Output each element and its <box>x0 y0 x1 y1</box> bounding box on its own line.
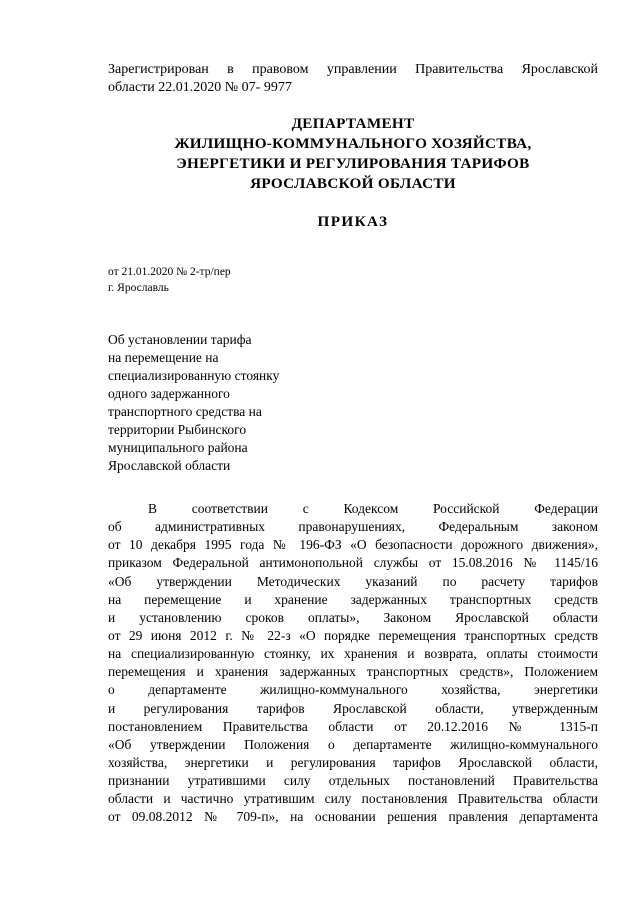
body-line: «Об утверждении Методических указаний по расчету тарифов <box>108 573 598 589</box>
body-line: и регулирования тарифов Ярославской области, утвержденным <box>108 700 598 716</box>
date-and-place <box>108 264 231 296</box>
subject-line: муниципального района <box>108 440 248 455</box>
subject-line: на перемещение на <box>108 350 219 365</box>
department-heading <box>108 114 598 194</box>
department-line-3: ЭНЕРГЕТИКИ И РЕГУЛИРОВАНИЯ ТАРИФОВ <box>176 155 530 172</box>
body-line: на перемещение и хранение задержанных транспортных средств <box>108 591 598 607</box>
body-line: хозяйства, энергетики и регулирования тарифов Ярославской области, <box>108 754 598 770</box>
department-line-1: ДЕПАРТАМЕНТ <box>291 115 415 132</box>
subject-line: территории Рыбинского <box>108 422 247 437</box>
body-line: перемещения и хранения задержанных транспортных средств», Положением <box>108 664 598 680</box>
body-line: от 09.08.2012 № 709-п», на основании решения правления департамента <box>108 809 598 825</box>
body-line: области и частично утратившим силу постановления Правительства области <box>108 791 598 807</box>
subject-line: транспортного средства на <box>108 404 262 419</box>
body-line: В соответствии с Кодексом Российской Федерации <box>148 501 598 516</box>
body-line: постановлением Правительства области от 20.12.2016 № 1315-п <box>108 718 598 734</box>
order-body <box>108 500 598 827</box>
city: г. Ярославль <box>108 282 169 294</box>
date-number: от 21.01.2020 № 2-тр/пер <box>108 266 231 278</box>
body-line: от 10 декабря 1995 года № 196-ФЗ «О безопасности дорожного движения», <box>108 537 598 553</box>
order-subject <box>108 331 338 475</box>
body-line: «Об утверждении Положения о департаменте жилищно-коммунального <box>108 736 598 752</box>
body-line: от 29 июня 2012 г. № 22-з «О порядке перемещения транспортных средств <box>108 627 598 643</box>
registration-note <box>108 60 598 97</box>
body-line: приказом Федеральной антимонопольной службы от 15.08.2016 № 1145/16 <box>108 555 598 571</box>
body-line: на специализированную стоянку, их хранения и возврата, оплаты стоимости <box>108 646 598 662</box>
body-line: об административных правонарушениях, Федеральным законом <box>108 519 598 535</box>
body-line: и установлению сроков оплаты», Законом Ярославской области <box>108 609 598 625</box>
body-line: признании утратившими силу отдельных постановлений Правительства <box>108 773 598 789</box>
document-type-title: ПРИКАЗ <box>317 213 389 230</box>
body-line: о департаменте жилищно-коммунального хозяйства, энергетики <box>108 682 598 698</box>
department-line-4: ЯРОСЛАВСКОЙ ОБЛАСТИ <box>250 175 456 192</box>
registration-line-1: Зарегистрирован в правовом управлении Правительства Ярославской <box>108 62 598 77</box>
subject-line: одного задержанного <box>108 386 230 401</box>
subject-line: Ярославской области <box>108 458 231 473</box>
department-line-2: ЖИЛИЩНО-КОММУНАЛЬНОГО ХОЗЯЙСТВА, <box>174 135 532 152</box>
registration-line-2: области 22.01.2020 № 07- 9977 <box>108 80 292 96</box>
subject-line: Об установлении тарифа <box>108 332 252 347</box>
subject-line: специализированную стоянку <box>108 368 280 383</box>
